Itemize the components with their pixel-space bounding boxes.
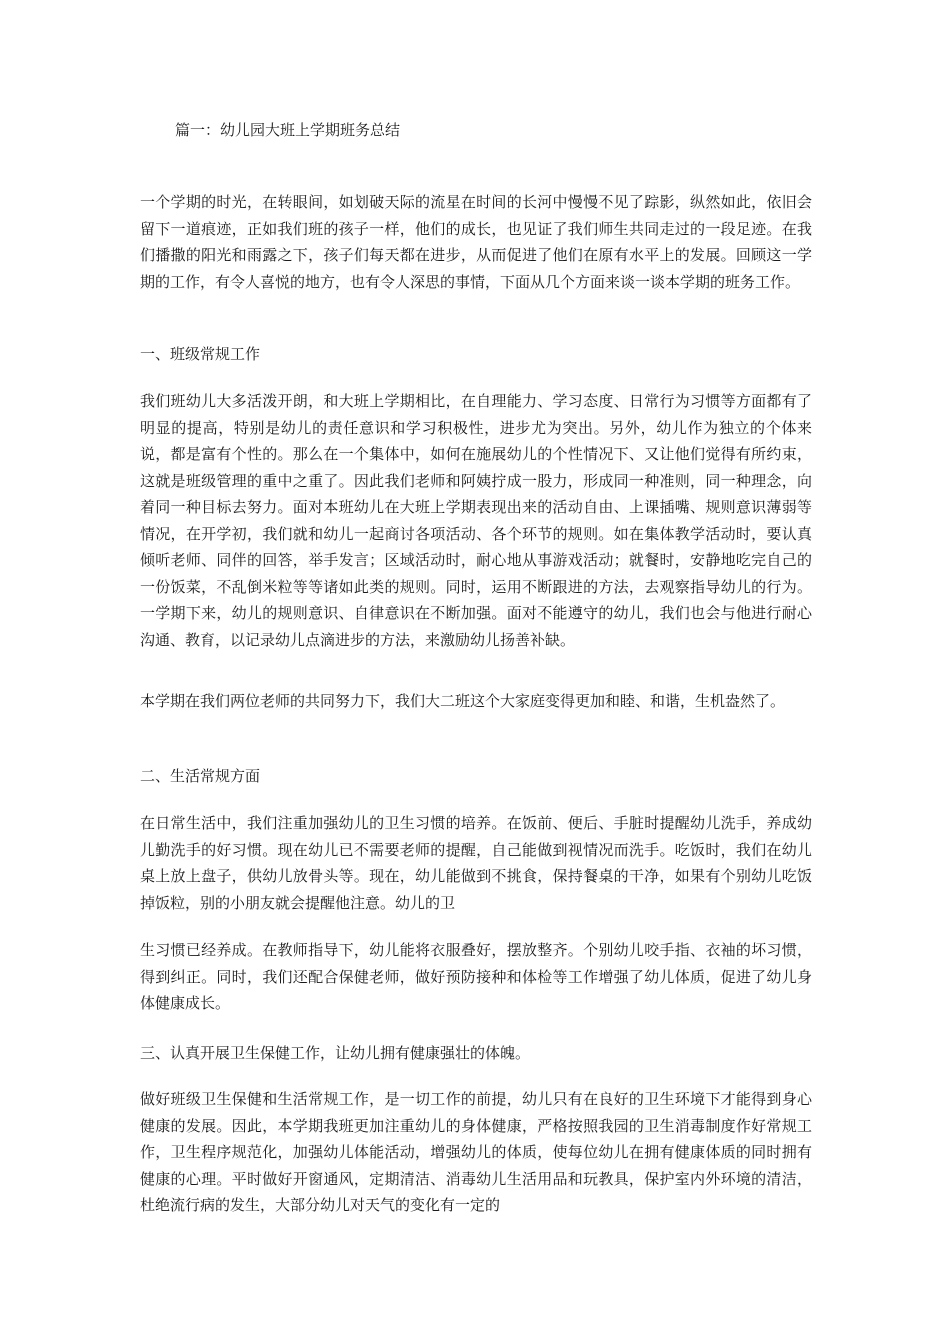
- health-care-paragraph: 做好班级卫生保健和生活常规工作，是一切工作的前提，幼儿只有在良好的卫生环境下才能得到身心健康的发展。因此，本学期我班更加注重幼儿的身体健康，严格按照我园的卫生消毒制度作好常规工作，卫生程序规范化，加强幼儿体能活动，增强幼儿的体质，使每位幼儿在拥有健康体质的同时拥有健康的心理。平时做好开窗通风，定期清洁、消毒幼儿生活用品和玩教具，保护室内外环境的清洁，杜绝流行病的发生，大部分幼儿对天气的变化有一定的: [140, 1090, 812, 1214]
- daily-life-paragraph: 在日常生活中，我们注重加强幼儿的卫生习惯的培养。在饭前、便后、手脏时提醒幼儿洗手，养成幼儿勤洗手的好习惯。现在幼儿已不需要老师的提醒，自己能做到视情况而洗手。吃饭时，我们在幼儿桌上放上盘子，供幼儿放骨头等。现在，幼儿能做到不挑食，保持餐桌的干净，如果有个别幼儿吃饭掉饭粒，别的小朋友就会提醒他注意。幼儿的卫: [140, 814, 812, 912]
- intro-paragraph: 一个学期的时光，在转眼间，如划破天际的流星在时间的长河中慢慢不见了踪影，纵然如此，依旧会留下一道痕迹，正如我们班的孩子一样，他们的成长，也见证了我们师生共同走过的一段足迹。在我们播撒的阳光和雨露之下，孩子们每天都在进步，从而促进了他们在原有水平上的发展。回顾这一学期的工作，有令人喜悦的地方，也有令人深思的事情，下面从几个方面来谈一谈本学期的班务工作。: [140, 193, 812, 291]
- section-heading-daily-life: 二、生活常规方面: [140, 767, 261, 785]
- hygiene-habits-paragraph: 生习惯已经养成。在教师指导下，幼儿能将衣服叠好，摆放整齐。个别幼儿咬手指、衣袖的坏习惯，得到纠正。同时，我们还配合保健老师，做好预防接种和体检等工作增强了幼儿体质，促进了幼儿身体健康成长。: [140, 941, 812, 1012]
- section-heading-health-care: 三、认真开展卫生保健工作，让幼儿拥有健康强壮的体魄。: [140, 1044, 531, 1062]
- document-title: 篇一：幼儿园大班上学期班务总结: [175, 121, 401, 139]
- class-atmosphere-paragraph: 本学期在我们两位老师的共同努力下，我们大二班这个大家庭变得更加和睦、和谐，生机盎然了。: [140, 692, 786, 710]
- class-routine-paragraph: 我们班幼儿大多活泼开朗，和大班上学期相比，在自理能力、学习态度、日常行为习惯等方面都有了明显的提高，特别是幼儿的责任意识和学习积极性，进步尤为突出。另外，幼儿作为独立的个体来说，都是富有个性的。那么在一个集体中，如何在施展幼儿的个性情况下、又让他们觉得有所约束，这就是班级管理的重中之重了。因此我们老师和阿姨拧成一股力，形成同一种准则，同一种理念，向着同一种目标去努力。面对本班幼儿在大班上学期表现出来的活动自由、上课插嘴、规则意识薄弱等情况，在开学初，我们就和幼儿一起商讨各项活动、各个环节的规则。如在集体教学活动时，要认真倾听老师、同伴的回答，举手发言；区域活动时，耐心地从事游戏活动；就餐时，安静地吃完自己的一份饭菜，不乱倒米粒等等诸如此类的规则。同时，运用不断跟进的方法，去观察指导幼儿的行为。一学期下来，幼儿的规则意识、自律意识在不断加强。面对不能遵守的幼儿，我们也会与他进行耐心沟通、教育，以记录幼儿点滴进步的方法，来激励幼儿扬善补缺。: [140, 392, 812, 649]
- section-heading-class-routine: 一、班级常规工作: [140, 345, 261, 363]
